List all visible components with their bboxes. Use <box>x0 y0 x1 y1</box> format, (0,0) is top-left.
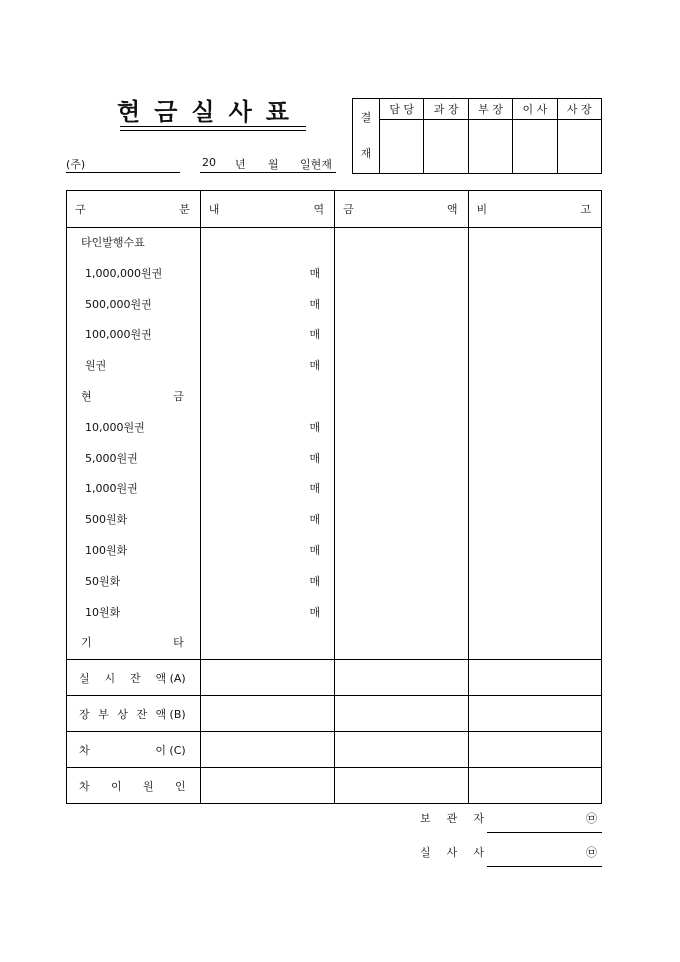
date-day-label: 일현재 <box>300 158 332 171</box>
item-unit: 매 <box>309 297 321 311</box>
summary-cell[interactable] <box>468 768 601 804</box>
item-unit: 매 <box>309 266 321 280</box>
signature-line[interactable] <box>487 852 602 867</box>
summary-label <box>67 768 201 804</box>
item-label-part: 금 <box>173 389 184 403</box>
header-amount-2: 액 <box>446 203 458 216</box>
header-details <box>200 191 334 228</box>
item-unit <box>201 228 334 259</box>
item-unit: 매 <box>309 420 321 434</box>
summary-label-part: 이 <box>111 779 122 793</box>
signature-line[interactable] <box>487 818 602 833</box>
item-unit: 매 <box>309 328 321 342</box>
item-label: 100,000원권 <box>85 328 152 342</box>
header-category-1: 구 <box>75 203 86 216</box>
item-label-part: 기 <box>81 636 92 650</box>
approval-side-label <box>353 99 380 174</box>
summary-label-part: 차 <box>79 743 90 757</box>
summary-cell[interactable] <box>200 660 334 696</box>
company-label: (주) <box>66 158 86 171</box>
summary-label <box>67 660 201 696</box>
item-label: 1,000원권 <box>85 482 138 496</box>
item-unit: 매 <box>309 605 321 619</box>
approval-side-label-2: 재 <box>360 147 372 160</box>
signature-label-part: 사 <box>473 846 484 859</box>
header-remarks-1: 비 <box>476 203 488 216</box>
summary-label-part: 부 <box>98 707 109 721</box>
summary-label-part: 액 (A) <box>155 671 186 685</box>
date-field[interactable] <box>200 156 336 173</box>
item-label: 1,000,000원권 <box>85 266 163 280</box>
summary-label-part: 실 <box>79 671 90 685</box>
header-amount-1: 금 <box>343 203 354 216</box>
item-labels-column <box>67 228 201 660</box>
summary-label-part: 원 <box>143 779 154 793</box>
item-label: 500,000원권 <box>85 297 152 311</box>
summary-label <box>67 696 201 732</box>
summary-label-part: 차 <box>79 779 90 793</box>
summary-label-part: 액 (B) <box>155 707 186 721</box>
summary-label-part: 잔 <box>136 707 147 721</box>
summary-label-part: 시 <box>104 671 116 685</box>
header-details-2: 역 <box>313 203 325 216</box>
approval-sign-4[interactable] <box>513 120 557 174</box>
signature-label <box>420 844 484 860</box>
approval-role-5: 사 장 <box>557 99 601 120</box>
item-label: 타인발행수표 <box>81 236 145 249</box>
summary-row <box>67 768 602 804</box>
approval-role-4: 이 사 <box>513 99 557 120</box>
item-label: 5,000원권 <box>85 451 138 465</box>
signature-label-part: 자 <box>473 812 484 825</box>
item-label: 10,000원권 <box>85 420 145 434</box>
signature-label <box>420 810 484 826</box>
company-field[interactable] <box>66 156 180 173</box>
header-category <box>67 191 201 228</box>
summary-cell[interactable] <box>468 660 601 696</box>
approval-sign-1[interactable] <box>380 120 424 174</box>
approval-sign-3[interactable] <box>468 120 512 174</box>
summary-cell[interactable] <box>468 696 601 732</box>
summary-row <box>67 732 602 768</box>
item-label-part: 현 <box>81 389 92 403</box>
summary-row <box>67 660 602 696</box>
date-month-label: 월 <box>268 158 279 171</box>
item-label-part: 타 <box>173 636 184 650</box>
signature-label-part: 보 <box>420 812 431 825</box>
item-unit: 매 <box>309 359 321 373</box>
summary-cell[interactable] <box>335 660 468 696</box>
header-remarks <box>468 191 601 228</box>
summary-label-part: 이 (C) <box>155 743 186 757</box>
item-unit <box>201 628 334 659</box>
approval-sign-2[interactable] <box>424 120 468 174</box>
header-amount <box>335 191 468 228</box>
date-year-label: 년 <box>235 158 246 171</box>
approval-role-2: 과 장 <box>424 99 468 120</box>
summary-label-part: 상 <box>117 707 128 721</box>
summary-cell[interactable] <box>200 768 334 804</box>
summary-cell[interactable] <box>335 768 468 804</box>
item-label <box>67 382 200 413</box>
item-unit <box>201 382 334 413</box>
seal-mark-icon: ㉤ <box>586 846 597 859</box>
signature-label-part: 실 <box>420 846 431 859</box>
summary-row <box>67 696 602 732</box>
summary-label-part: 잔 <box>129 671 141 685</box>
item-label <box>67 628 200 659</box>
item-label: 50원화 <box>85 574 121 588</box>
summary-cell[interactable] <box>200 732 334 768</box>
summary-label <box>67 732 201 768</box>
cash-count-table <box>66 190 602 804</box>
item-unit: 매 <box>309 543 321 557</box>
signature-label-part: 관 <box>446 812 458 825</box>
header-details-1: 내 <box>208 203 220 216</box>
page-title: 현금실사표 <box>117 97 303 126</box>
approval-role-3: 부 장 <box>468 99 512 120</box>
item-remarks-column[interactable] <box>468 228 601 660</box>
approval-role-1: 담 당 <box>380 99 424 120</box>
header-remarks-2: 고 <box>580 203 591 216</box>
summary-cell[interactable] <box>468 732 601 768</box>
approval-side-label-1: 결 <box>360 111 372 124</box>
approval-box <box>352 98 602 174</box>
item-unit: 매 <box>309 451 321 465</box>
summary-cell[interactable] <box>335 696 468 732</box>
item-label: 10원화 <box>85 605 121 619</box>
seal-mark-icon: ㉤ <box>586 812 597 825</box>
summary-label-part: 장 <box>79 707 90 721</box>
title-double-underline <box>120 126 306 131</box>
item-label: 500원화 <box>85 513 128 527</box>
summary-cell[interactable] <box>335 732 468 768</box>
approval-sign-5[interactable] <box>557 120 601 174</box>
date-year-prefix: 20 <box>202 156 216 169</box>
signature-label-part: 사 <box>446 846 458 859</box>
item-unit: 매 <box>309 574 321 588</box>
item-unit: 매 <box>309 513 321 527</box>
item-label: 100원화 <box>85 543 128 557</box>
item-unit: 매 <box>309 482 321 496</box>
summary-label-part: 인 <box>175 779 186 793</box>
item-details-column[interactable] <box>200 228 334 660</box>
item-amount-column[interactable] <box>335 228 468 660</box>
summary-cell[interactable] <box>200 696 334 732</box>
item-label: 원권 <box>85 359 107 373</box>
header-category-2: 분 <box>179 203 190 216</box>
